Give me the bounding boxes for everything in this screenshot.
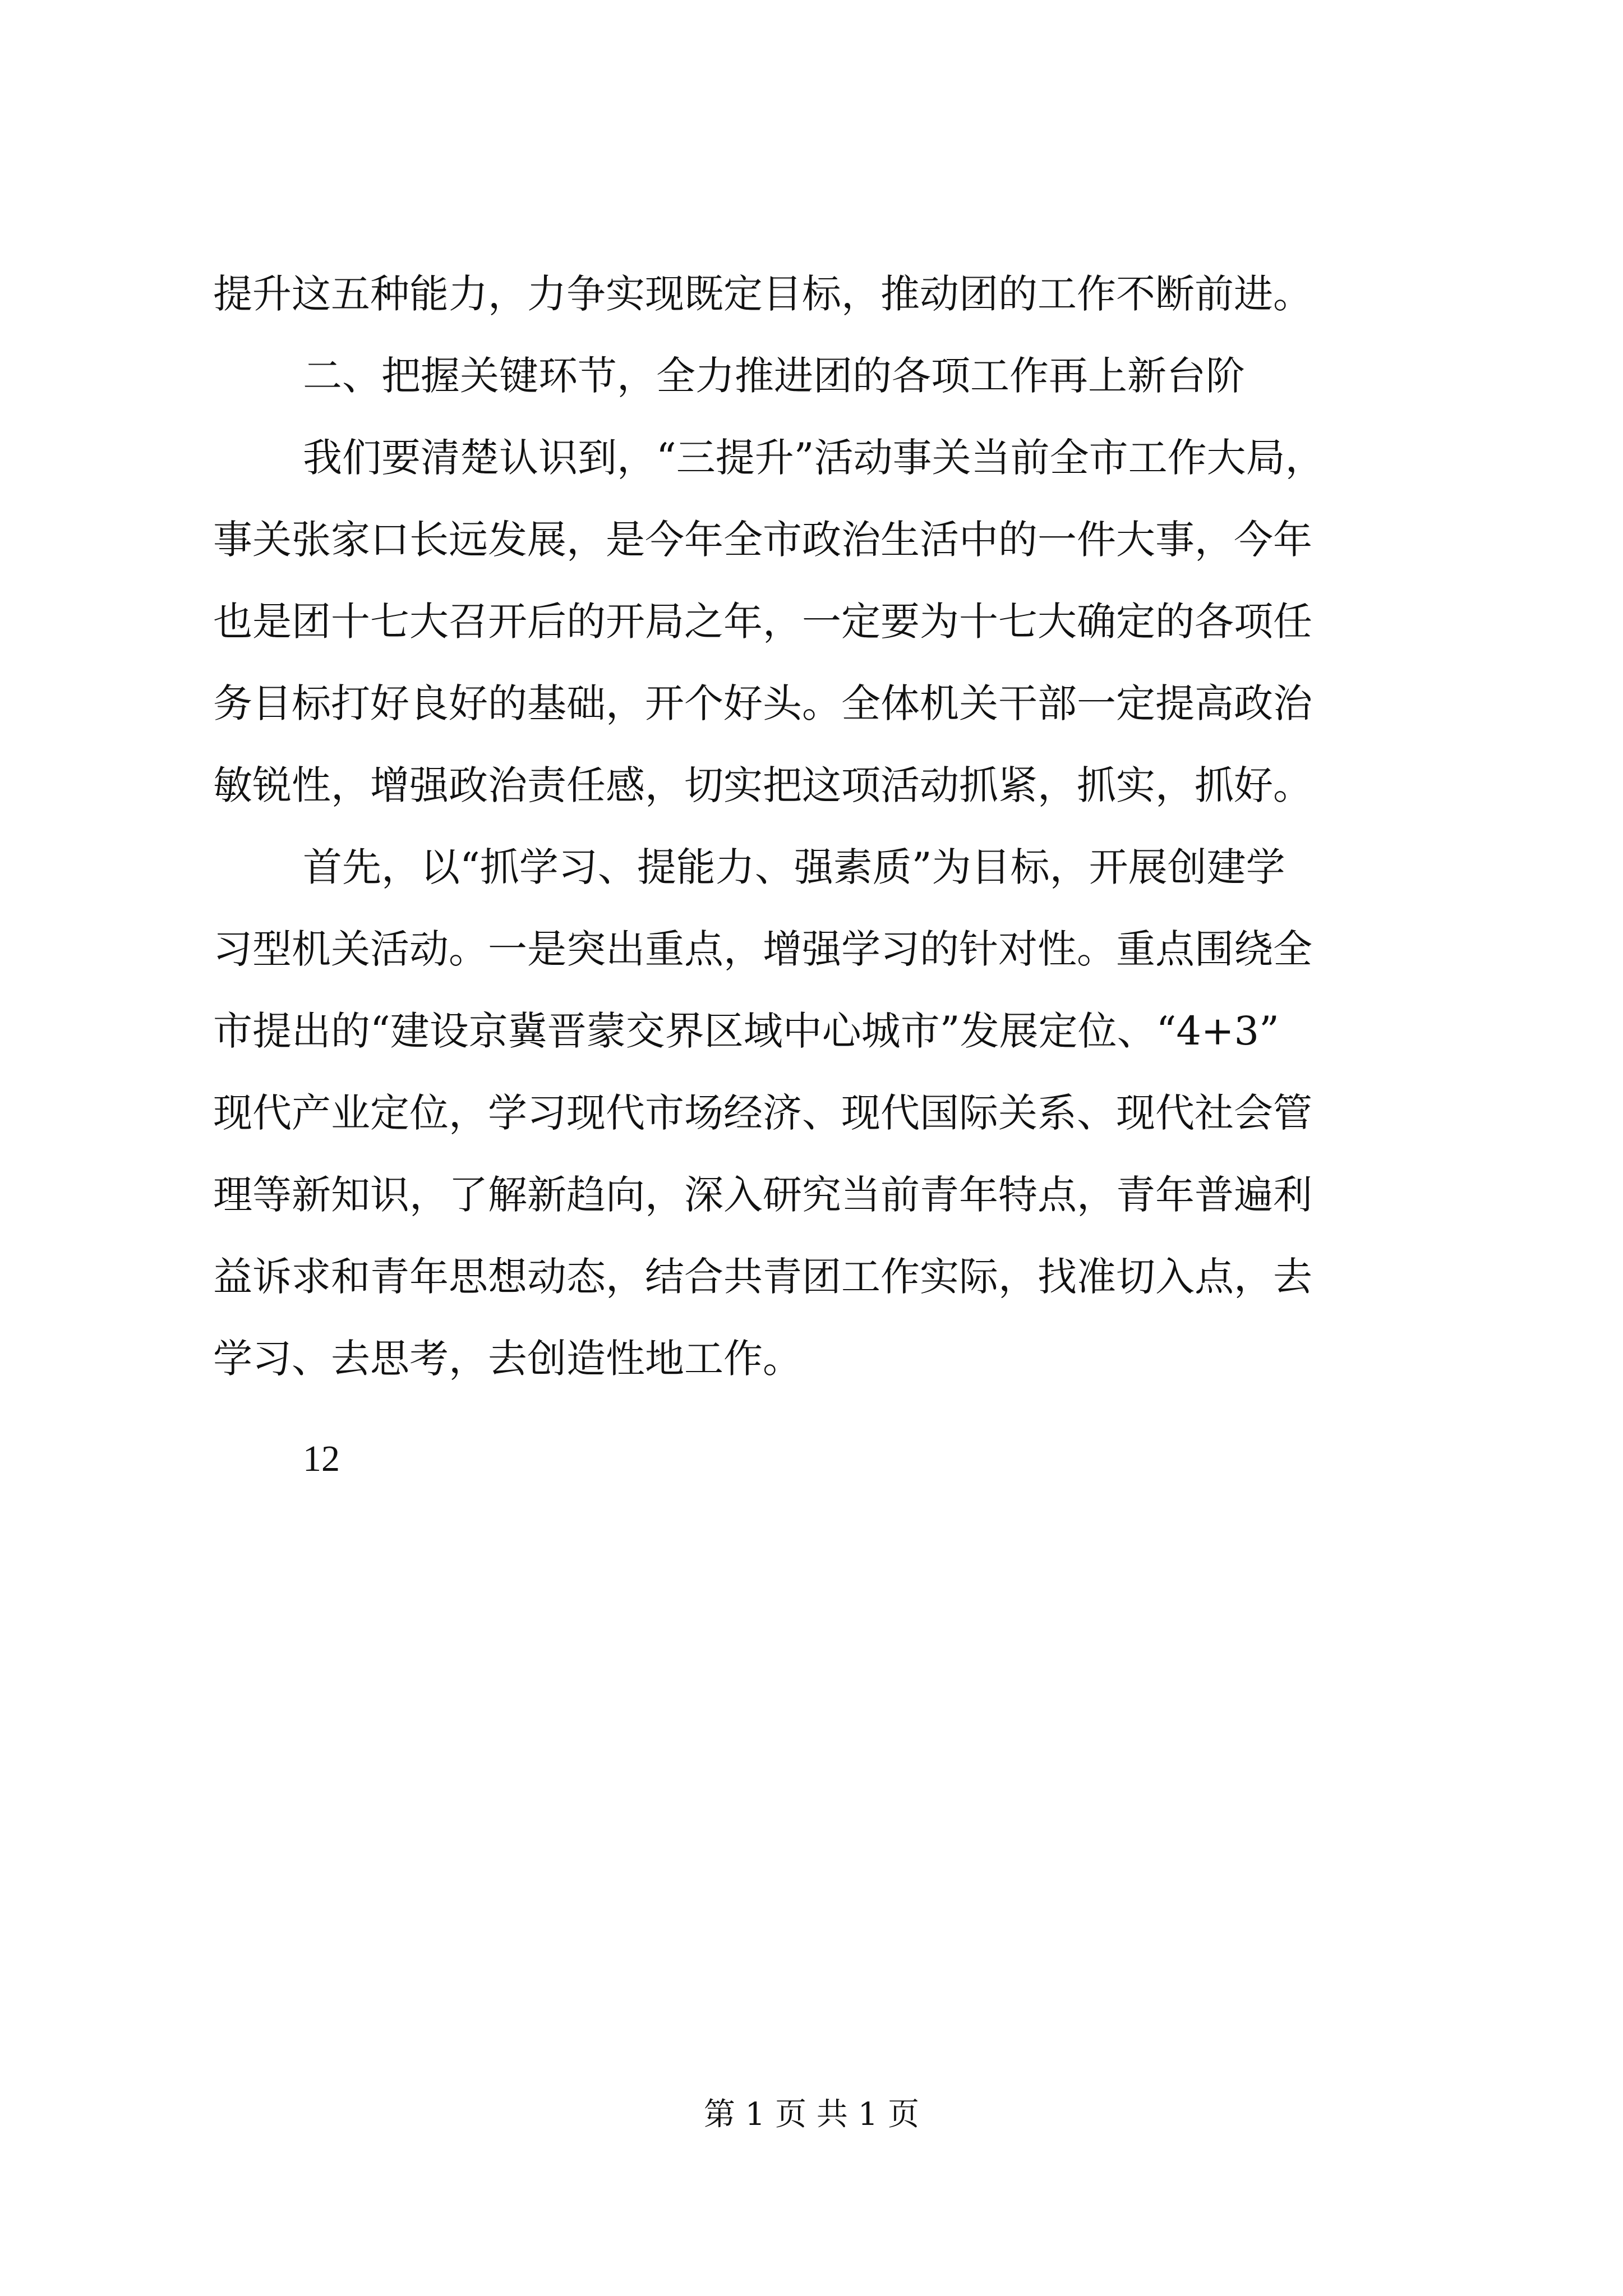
body-line: 习型机关活动。一是突出重点，增强学习的针对性。重点围绕全 — [213, 926, 1312, 972]
page-footer: 第 1 页 共 1 页 — [703, 2096, 920, 2133]
body-line: 现代产业定位，学习现代市场经济、现代国际关系、现代社会管 — [213, 1090, 1312, 1136]
body-line: 提升这五种能力，力争实现既定目标，推动团的工作不断前进。 — [213, 271, 1312, 317]
body-line: 也是团十七大召开后的开局之年，一定要为十七大确定的各项任 — [213, 599, 1312, 645]
body-line: 市提出的“建设京冀晋蒙交界区域中心城市”发展定位、“4+3” — [213, 1008, 1279, 1054]
section-heading: 二、把握关键环节，全力推进团的各项工作再上新台阶 — [303, 353, 1245, 399]
body-line: 敏锐性，增强政治责任感，切实把这项活动抓紧，抓实，抓好。 — [213, 762, 1312, 808]
inline-number: 12 — [303, 1438, 340, 1479]
body-line: 首先，以“抓学习、提能力、强素质”为目标，开展创建学 — [303, 844, 1285, 890]
body-line: 务目标打好良好的基础，开个好头。全体机关干部一定提高政治 — [213, 680, 1312, 726]
body-line: 理等新知识，了解新趋向，深入研究当前青年特点，青年普遍利 — [213, 1172, 1312, 1218]
body-line: 我们要清楚认识到，“三提升”活动事关当前全市工作大局， — [303, 435, 1325, 481]
body-line: 学习、去思考，去创造性地工作。 — [213, 1336, 802, 1382]
body-line: 益诉求和青年思想动态，结合共青团工作实际，找准切入点，去 — [213, 1254, 1312, 1300]
body-line: 事关张家口长远发展，是今年全市政治生活中的一件大事，今年 — [213, 517, 1312, 563]
